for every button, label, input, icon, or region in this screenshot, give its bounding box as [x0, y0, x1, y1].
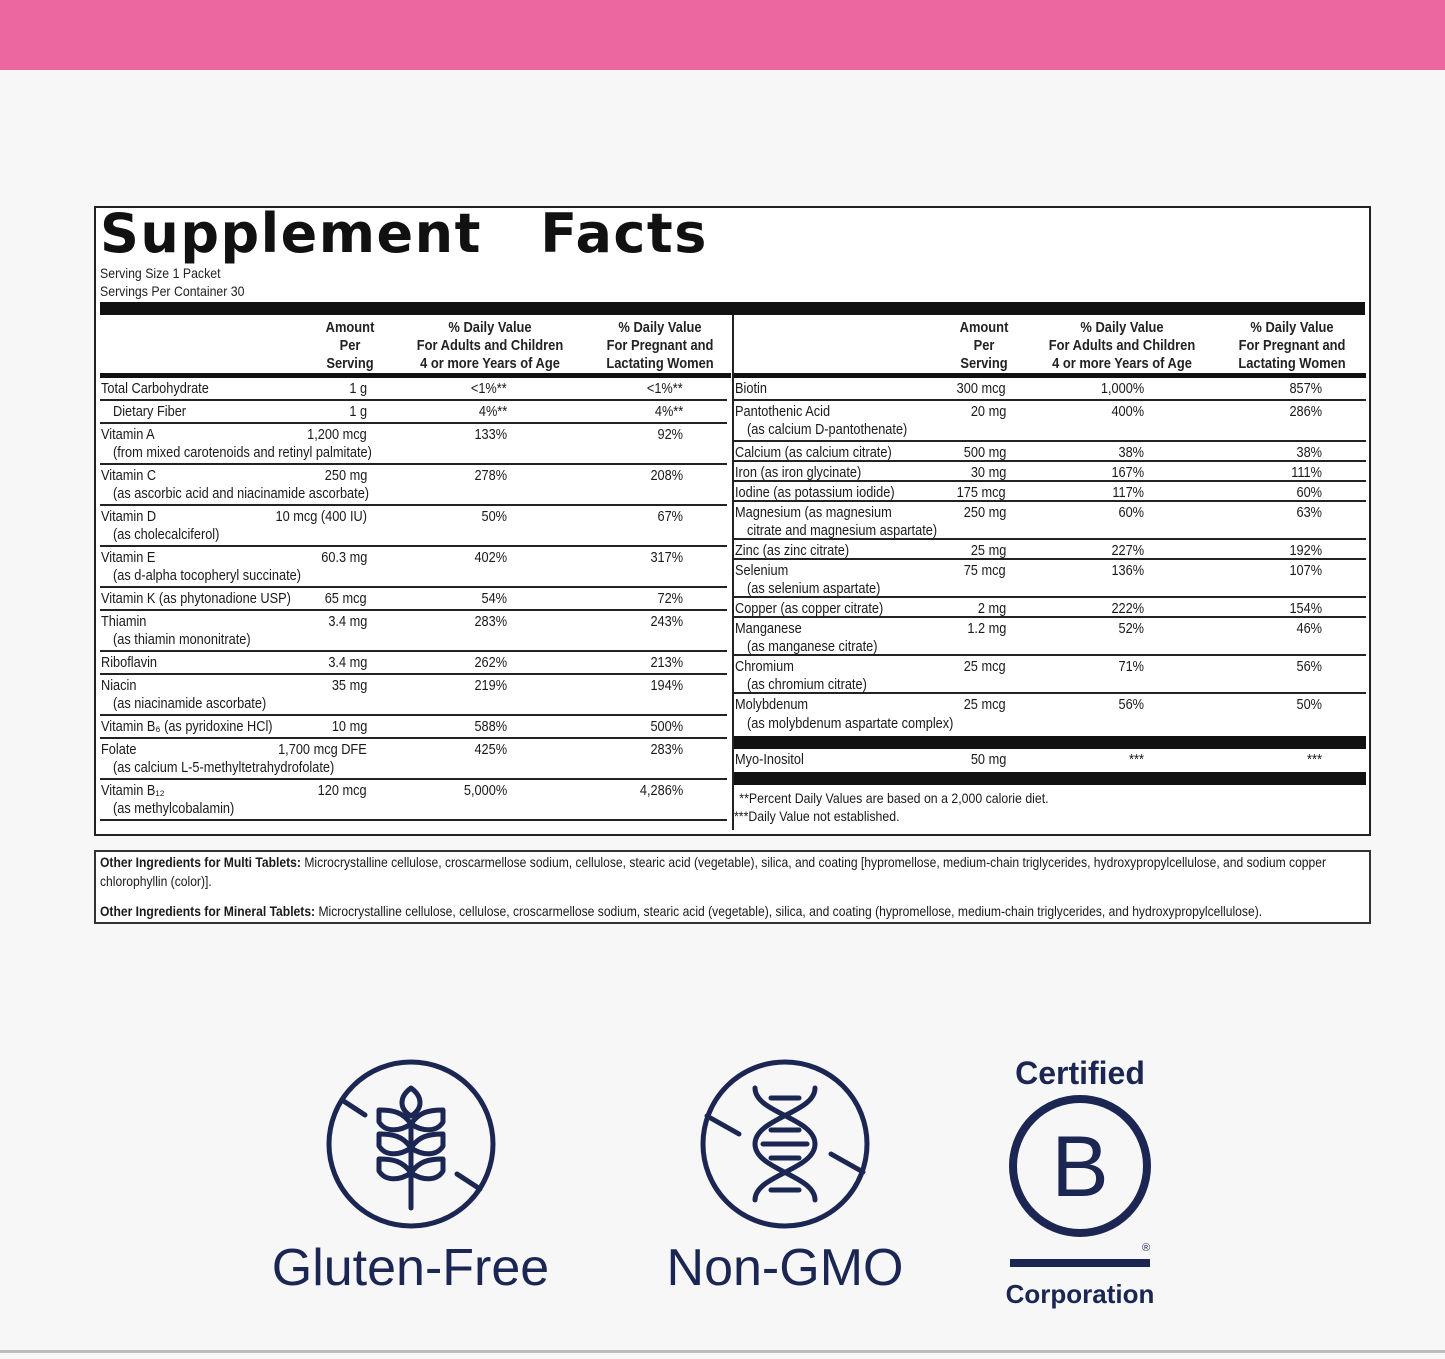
nutrient-row: Vitamin C (as ascorbic acid and niacinamide ascorbate) 250 mg 278% 208% — [100, 465, 727, 506]
non-gmo-label: Non-GMO — [666, 1239, 904, 1297]
page-bottom-border — [0, 1350, 1445, 1353]
svg-text:B: B — [1051, 1119, 1109, 1215]
nutrient-row: Folate (as calcium L-5-methyltetrahydrofolate) 1,700 mcg DFE 425% 283% — [100, 739, 727, 780]
nutrient-row: Riboflavin 3.4 mg 262% 213% — [100, 652, 727, 675]
nutrient-row: Molybdenum (as molybdenum aspartate complex) 25 mcg 56% 50% — [735, 697, 1322, 732]
nutrient-row: Vitamin B₁₂ (as methylcobalamin) 120 mcg 5,000% 4,286% — [100, 780, 727, 821]
facts-title: Supplement Facts — [100, 202, 708, 265]
nutrient-row: Thiamin (as thiamin mononitrate) 3.4 mg 283% 243% — [100, 611, 727, 652]
nutrient-row: Copper (as copper citrate) 2 mg 222% 154% — [734, 598, 1366, 618]
certified-label: Certified — [1015, 1055, 1145, 1091]
nutrient-row: Vitamin A (from mixed carotenoids and retinyl palmitate) 1,200 mcg 133% 92% — [100, 424, 727, 465]
header-amount: Amount Per Serving — [959, 319, 1009, 372]
nutrient-row: Calcium (as calcium citrate) 500 mg 38% 38% — [734, 442, 1366, 462]
mineral-tablets-ingredients: Other Ingredients for Mineral Tablets: Microcrystalline cellulose, cellulose, croscarmellose sodium, stearic acid (vegetable), silica, and coating (hypromellose, medium-chain triglycerides, and hydroxypropylcellulose). — [100, 903, 1263, 919]
top-accent-bar — [0, 0, 1445, 70]
nutrient-row: Biotin 300 mcg 1,000% 857% — [734, 378, 1366, 401]
other-ingredient-row: Myo-Inositol 50 mg *** *** — [735, 752, 1322, 768]
wheat-crossed-icon — [325, 1058, 497, 1230]
nutrient-row: Pantothenic Acid (as calcium D-pantothenate) 20 mg 400% 286% — [734, 401, 1366, 442]
column-headers — [100, 315, 731, 373]
nutrient-row: Selenium (as selenium aspartate) 75 mcg 136% 107% — [734, 560, 1366, 598]
header-dv-pregnant: % Daily Value For Pregnant and Lactating Women — [1238, 319, 1346, 372]
nutrient-row: Niacin (as niacinamide ascorbate) 35 mg 219% 194% — [100, 675, 727, 716]
nutrient-row: Vitamin B₆ (as pyridoxine HCl) 10 mg 588% 500% — [100, 716, 727, 739]
nutrient-row: Total Carbohydrate 1 g <1%** <1%** — [100, 378, 727, 401]
header-dv-adults: % Daily Value For Adults and Children 4 or more Years of Age — [416, 319, 564, 372]
servings-per-container: Servings Per Container 30 — [100, 283, 245, 299]
header-amount: Amount Per Serving — [325, 319, 375, 372]
nutrient-row: Chromium (as chromium citrate) 25 mcg 71% 56% — [734, 656, 1366, 694]
non-gmo-badge — [650, 1058, 920, 1298]
gluten-free-label: Gluten-Free — [271, 1239, 550, 1297]
gluten-free-badge — [258, 1058, 563, 1298]
nutrient-row: Zinc (as zinc citrate) 25 mg 227% 192% — [734, 540, 1366, 560]
supplement-facts-panel — [94, 202, 1371, 836]
nutrient-row: Vitamin D (as cholecalciferol) 10 mcg (400 IU) 50% 67% — [100, 506, 727, 547]
footnote-dv: **Percent Daily Values are based on a 2,000 calorie diet. — [739, 790, 1049, 806]
svg-text:®: ® — [1141, 1242, 1151, 1254]
facts-right-column — [734, 315, 1366, 825]
certified-b-corp-badge — [1000, 1055, 1160, 1309]
footnotes — [734, 785, 1290, 825]
thick-divider — [734, 772, 1366, 785]
header-dv-pregnant: % Daily Value For Pregnant and Lactating Women — [606, 319, 714, 372]
nutrient-row: Dietary Fiber 1 g 4%** 4%** — [100, 401, 727, 424]
thick-divider — [100, 302, 1365, 315]
nutrient-row: Iron (as iron glycinate) 30 mg 167% 111% — [734, 462, 1366, 482]
column-headers — [734, 315, 1366, 373]
serving-size: Serving Size 1 Packet — [100, 265, 221, 281]
footnote-not-established: ***Daily Value not established. — [734, 808, 900, 824]
b-corp-logo-icon — [1000, 1091, 1160, 1291]
nutrient-row: Vitamin K (as phytonadione USP) 65 mcg 54% 72% — [100, 588, 727, 611]
dna-crossed-icon — [699, 1058, 871, 1230]
nutrient-row: Magnesium (as magnesium citrate and magnesium aspartate) 250 mg 60% 63% — [734, 502, 1366, 540]
serving-info — [100, 264, 244, 300]
nutrient-row: Vitamin E (as d-alpha tocopheryl succinate) 60.3 mg 402% 317% — [100, 547, 727, 588]
header-dv-adults: % Daily Value For Adults and Children 4 or more Years of Age — [1048, 319, 1196, 372]
multi-tablets-ingredients: Other Ingredients for Multi Tablets: Microcrystalline cellulose, croscarmellose sodium, cellulose, stearic acid (vegetable), silica, and coating [hypromellose, medium-chain triglycerides, hydroxypropylcellulose, and sodium copper chlorophyllin (color)]. — [100, 854, 1327, 889]
facts-left-column — [100, 315, 731, 821]
other-ingredients-panel — [94, 850, 1371, 924]
corporation-label: Corporation — [1005, 1279, 1155, 1309]
nutrient-row: Iodine (as potassium iodide) 175 mcg 117% 60% — [734, 482, 1366, 502]
nutrient-row: Manganese (as manganese citrate) 1.2 mg 52% 46% — [734, 618, 1366, 656]
thick-divider — [734, 736, 1366, 749]
